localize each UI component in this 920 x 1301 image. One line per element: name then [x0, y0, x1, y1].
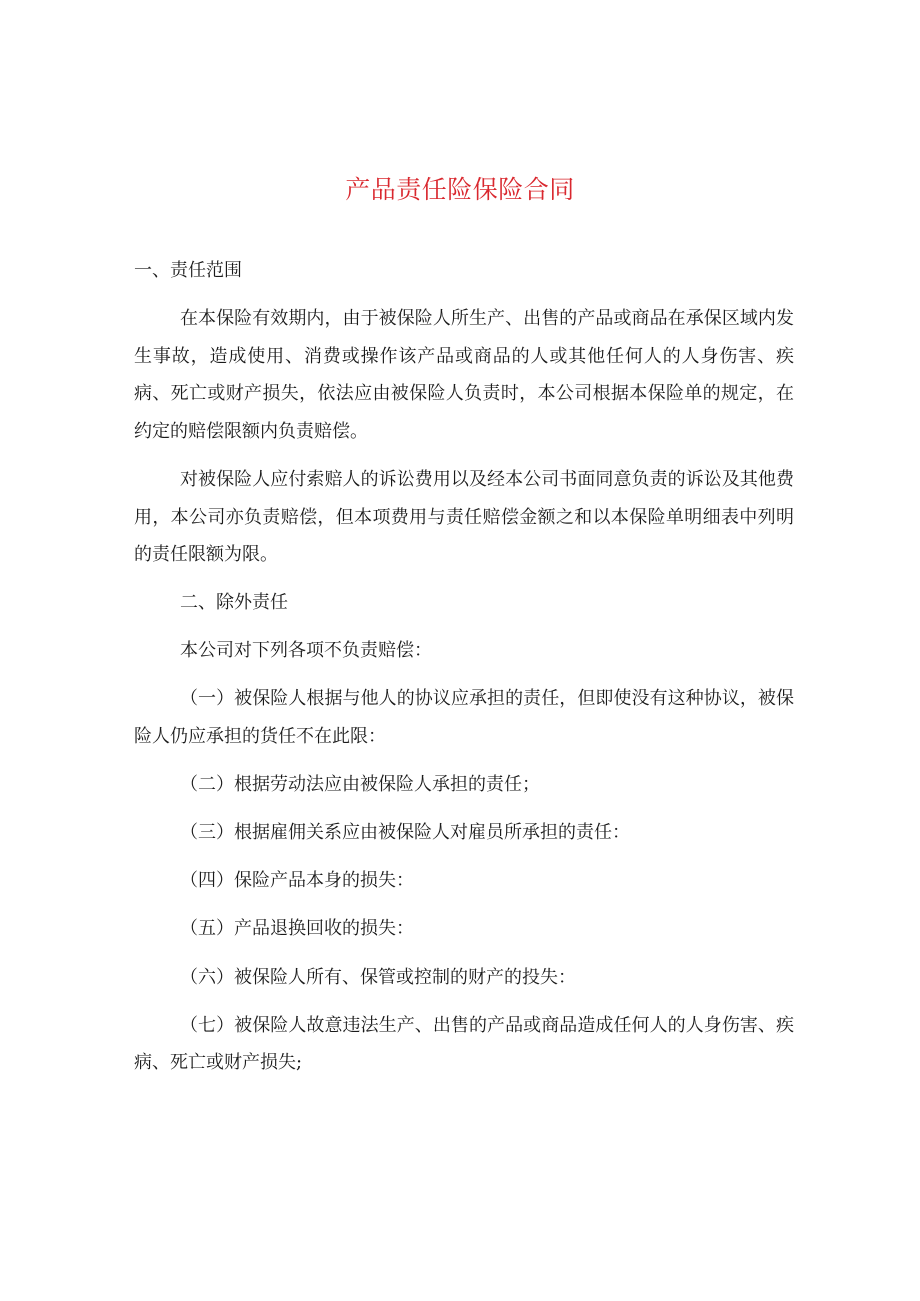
exclusion-item-6: （六）被保险人所有、保管或控制的财产的投失：	[180, 966, 576, 988]
exclusion-item-4: （四）保险产品本身的损失：	[180, 870, 414, 892]
paragraph-scope-1: 在本保险有效期内，由于被保险人所生产、出售的产品或商品在承保区域内发生事故，造成使用、消费或操作该产品或商品的人或其他任何人的人身伤害、疾病、死亡或财产损失，依法应由被保险人负责时，本公司根据本保险单的规定，在约定的赔偿限额内负责赔偿。	[134, 308, 794, 442]
document-title: 产品责任险保险合同	[345, 175, 575, 204]
exclusion-item-7: （七）被保险人故意违法生产、出售的产品或商品造成任何人的人身伤害、疾病、死亡或财产损失;	[134, 1014, 794, 1074]
exclusion-item-5: （五）产品退换回收的损失：	[180, 918, 414, 940]
exclusion-item-2: （二）根据劳动法应由被保险人承担的责任；	[180, 774, 540, 796]
section-heading-scope: 一、责任范围	[134, 260, 242, 281]
document-body	[134, 252, 794, 1092]
section-heading-exclusions: 二、除外责任	[180, 592, 288, 614]
paragraph-scope-2: 对被保险人应付索赔人的诉讼费用以及经本公司书面同意负责的诉讼及其他费用，本公司亦负责赔偿，但本项费用与责任赔偿金额之和以本保险单明细表中列明的责任限额为限。	[134, 468, 794, 566]
exclusion-item-1: （一）被保险人根据与他人的协议应承担的责任，但即使没有这种协议，被保险人仍应承担的货任不在此限：	[134, 688, 794, 748]
paragraph-exclusions-intro: 本公司对下列各项不负责赔偿：	[180, 640, 432, 662]
exclusion-item-3: （三）根据雇佣关系应由被保险人对雇员所承担的责任：	[180, 822, 630, 844]
